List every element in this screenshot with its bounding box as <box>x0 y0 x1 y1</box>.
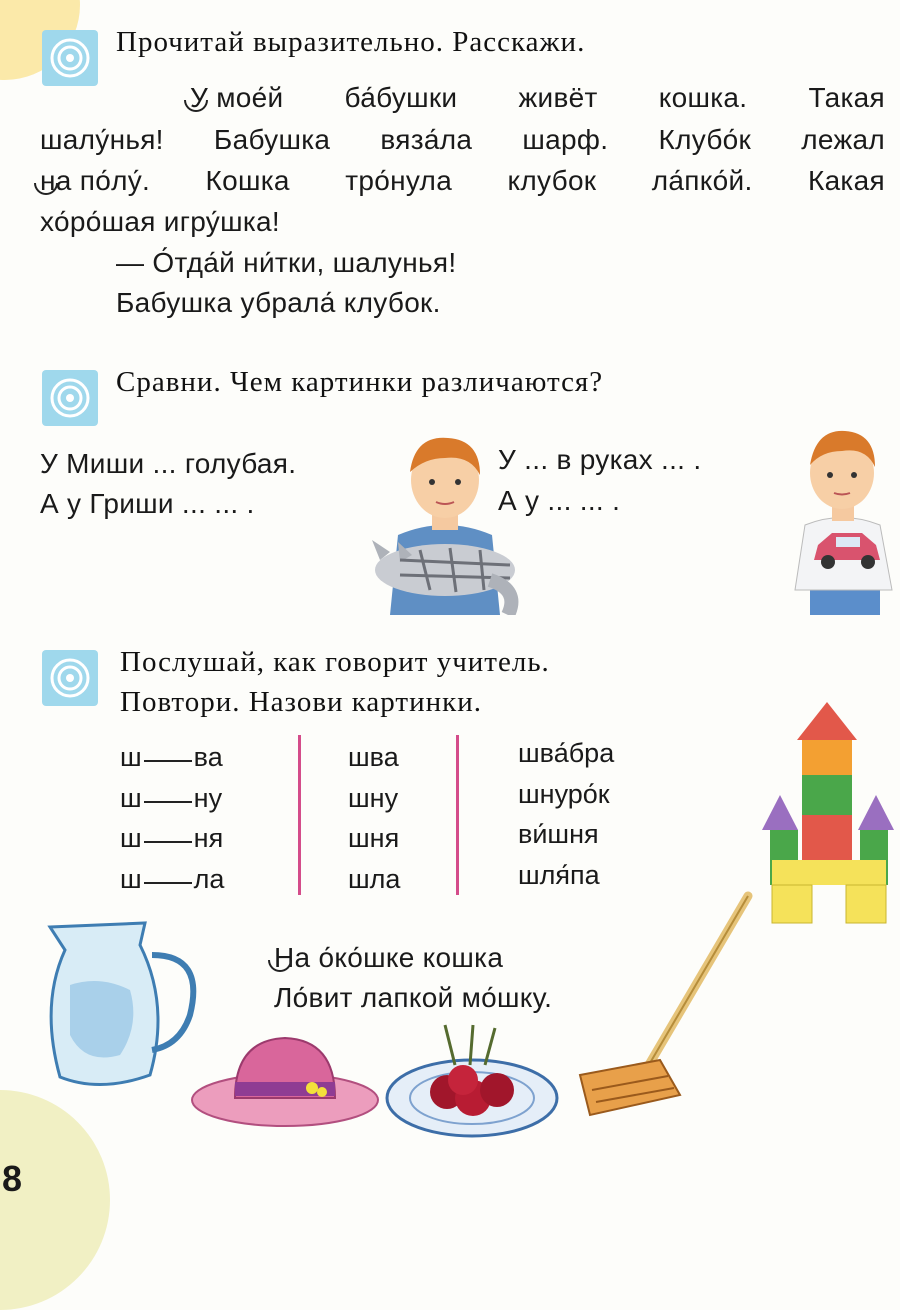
text-line: Бабушка убрала́ клубок. <box>116 287 441 318</box>
syllable-column: шва шну шня шла <box>348 742 401 894</box>
task2-heading: Сравни. Чем картинки различаются? <box>116 366 604 398</box>
column-divider <box>456 735 459 895</box>
target-circles-icon <box>42 370 98 426</box>
compare-line: У ... в руках ... . <box>498 444 702 475</box>
syllable-column-gaps <box>120 737 224 899</box>
corner-decoration <box>0 1090 110 1310</box>
compare-line: У Миши ... голубая. <box>40 448 297 479</box>
column-divider <box>298 735 301 895</box>
poem-line: На о́ко́шке кошка <box>274 938 503 978</box>
syllable-gap-item: ш ла <box>120 863 225 894</box>
poem-line: Ло́вит лапкой мо́шку. <box>274 982 553 1013</box>
page-number: 8 <box>2 1158 23 1199</box>
target-circles-icon <box>42 30 98 86</box>
syllable-gap-item: ш ва <box>120 742 223 772</box>
word-column: шва́бра шнуро́к ви́шня шля́па <box>518 738 615 890</box>
hat-picture <box>190 1030 380 1130</box>
boy-with-cat-picture <box>370 430 520 615</box>
jug-picture <box>40 915 205 1095</box>
task1-heading: Прочитай выразительно. Расскажи. <box>116 26 586 58</box>
task3-heading: Повтори. Назови картинки. <box>120 686 482 718</box>
syllable-gap-item: ш ня <box>120 823 224 853</box>
task3-heading: Послушай, как говорит учитель. <box>120 646 550 678</box>
text-line: хо́ро́шая игру́шка! <box>40 206 280 237</box>
text-line: на по́лу́. Кошка тро́нула клубок ла́пко́й. Какая <box>40 161 885 201</box>
mop-picture <box>570 890 760 1130</box>
compare-line: А у ... ... . <box>498 485 621 516</box>
text-line: — О́тда́й ни́тки, шалунья! <box>116 247 457 278</box>
cherries-plate-picture <box>385 1020 560 1140</box>
text-line: У мое́й ба́бушки живёт кошка. Такая <box>190 78 885 118</box>
syllable-gap-item: ш ну <box>120 782 223 813</box>
boy-with-car-picture <box>780 425 900 615</box>
text-line: шалу́нья! Бабушка вяза́ла шарф. Клубо́к лежал <box>40 124 885 155</box>
target-circles-icon <box>42 650 98 706</box>
compare-line: А у Гриши ... ... . <box>40 488 255 519</box>
toy-castle-picture <box>762 700 896 925</box>
